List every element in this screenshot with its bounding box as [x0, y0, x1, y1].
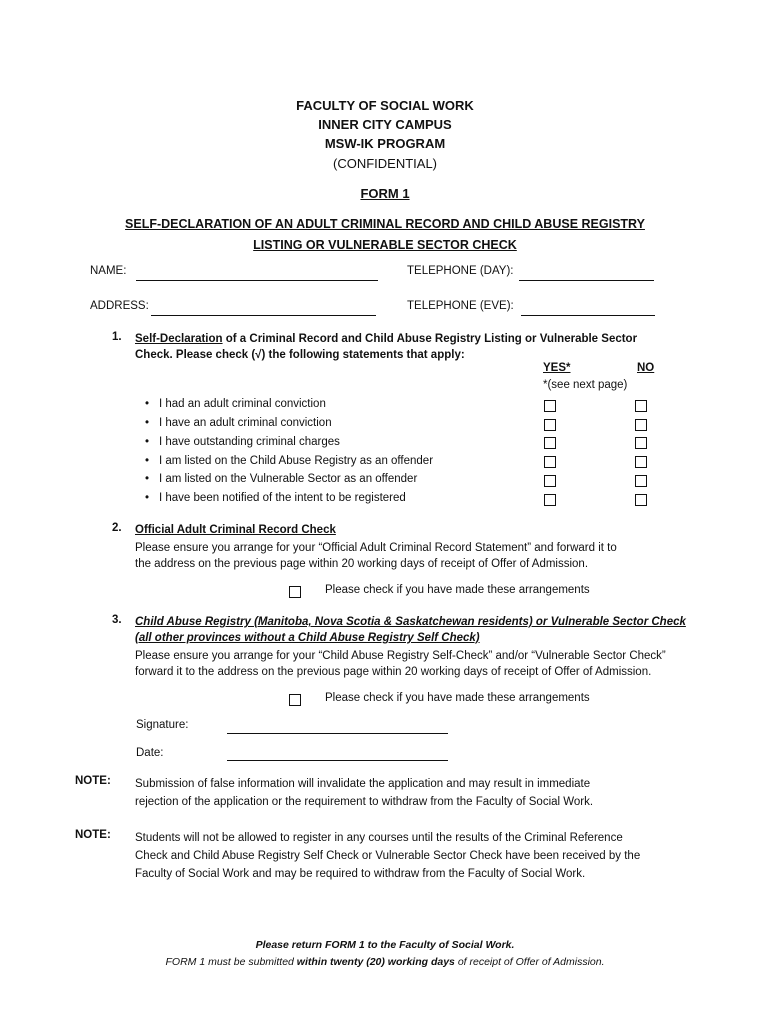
no-checkbox-3[interactable] — [635, 437, 647, 449]
section3-check-label: Please check if you have made these arrangements — [325, 692, 590, 704]
no-checkbox-6[interactable] — [635, 494, 647, 506]
section2-heading: Official Adult Criminal Record Check — [135, 524, 336, 536]
statement-item: • I had an adult criminal conviction — [145, 398, 326, 410]
section3-number: 3. — [112, 614, 122, 626]
section2-check-label: Please check if you have made these arrangements — [325, 584, 590, 596]
footer-return-instruction: Please return FORM 1 to the Faculty of Social Work. — [255, 939, 515, 951]
yes-checkbox-5[interactable] — [544, 475, 556, 487]
no-column-label: NO — [637, 362, 655, 374]
address-field[interactable] — [151, 315, 376, 316]
statement-item: • I have outstanding criminal charges — [145, 436, 340, 448]
telephone-eve-label: TELEPHONE (EVE): — [407, 300, 514, 312]
form-title-line2: LISTING OR VULNERABLE SECTOR CHECK — [253, 238, 517, 252]
note-2-line2: Check and Child Abuse Registry Self Check or Vulnerable Sector Check have been received by the — [135, 850, 641, 862]
yes-checkbox-2[interactable] — [544, 419, 556, 431]
address-label: ADDRESS: — [90, 300, 149, 312]
section2-number: 2. — [112, 522, 122, 534]
no-checkbox-2[interactable] — [635, 419, 647, 431]
footer-deadline — [0, 956, 770, 968]
date-field[interactable] — [227, 760, 448, 761]
section3-heading-line1: Child Abuse Registry (Manitoba, Nova Scotia & Saskatchewan residents) or Vulnerable Sector Check — [135, 616, 686, 628]
statement-item: • I have an adult criminal conviction — [145, 417, 332, 429]
section2-text-line2: the address on the previous page within 20 working days of receipt of Offer of Admission. — [135, 558, 589, 570]
section1-instruction: Check. Please check (√) the following statements that apply: — [135, 349, 465, 361]
note-text-1 — [135, 775, 715, 811]
no-checkbox-1[interactable] — [635, 400, 647, 412]
section1-intro — [135, 331, 695, 347]
telephone-day-field[interactable] — [519, 280, 654, 281]
name-label: NAME: — [90, 265, 127, 277]
note-2-line1: Students will not be allowed to register in any courses until the results of the Criminal Reference — [135, 832, 623, 844]
section2-text-line1: Please ensure you arrange for your “Official Adult Criminal Record Statement” and forward it to — [135, 542, 617, 554]
arrangements-checkbox-section2[interactable] — [289, 586, 301, 598]
no-checkbox-4[interactable] — [635, 456, 647, 468]
see-next-page-note: *(see next page) — [543, 379, 628, 391]
arrangements-checkbox-section3[interactable] — [289, 694, 301, 706]
signature-label: Signature: — [136, 719, 189, 731]
yes-checkbox-4[interactable] — [544, 456, 556, 468]
section1-heading: Self-Declaration — [135, 333, 223, 345]
yes-checkbox-3[interactable] — [544, 437, 556, 449]
section3-text-line1: Please ensure you arrange for your “Child Abuse Registry Self-Check” and/or “Vulnerable Sector Check” — [135, 650, 666, 662]
section3-heading-line2: (all other provinces without a Child Abuse Registry Self Check) — [135, 632, 480, 644]
section3-text-line2: forward it to the address on the previous page within 20 working days of receipt of Offer of Admission. — [135, 666, 652, 678]
yes-column-label: YES* — [543, 362, 571, 374]
section1-intro-text: of a Criminal Record and Child Abuse Registry Listing or Vulnerable Sector — [222, 333, 638, 345]
yes-checkbox-1[interactable] — [544, 400, 556, 412]
note-1-line1: Submission of false information will invalidate the application and may result in immediate — [135, 778, 591, 790]
no-checkbox-5[interactable] — [635, 475, 647, 487]
footer-deadline-a: FORM 1 must be submitted — [165, 956, 297, 968]
yes-checkbox-6[interactable] — [544, 494, 556, 506]
note-1-line2: rejection of the application or the requirement to withdraw from the Faculty of Social Work. — [135, 796, 594, 808]
name-field[interactable] — [136, 280, 378, 281]
program-heading: MSW-IK PROGRAM — [324, 136, 446, 151]
footer-deadline-b: within twenty (20) working days — [296, 956, 455, 968]
footer-deadline-c: of receipt of Offer of Admission. — [454, 956, 605, 968]
note-text-2 — [135, 829, 715, 883]
form-title-line1: SELF-DECLARATION OF AN ADULT CRIMINAL RECORD AND CHILD ABUSE REGISTRY — [125, 217, 645, 231]
telephone-eve-field[interactable] — [521, 315, 655, 316]
note-label-1: NOTE: — [75, 775, 111, 787]
statement-item: • I have been notified of the intent to be registered — [145, 492, 406, 504]
note-2-line3: Faculty of Social Work and may be required to withdraw from the Faculty of Social Work. — [135, 868, 586, 880]
statement-item: • I am listed on the Child Abuse Registry as an offender — [145, 455, 434, 467]
form-number: FORM 1 — [360, 186, 410, 201]
statement-item: • I am listed on the Vulnerable Sector as an offender — [145, 473, 418, 485]
campus-heading: INNER CITY CAMPUS — [318, 117, 452, 132]
note-label-2: NOTE: — [75, 829, 111, 841]
telephone-day-label: TELEPHONE (DAY): — [407, 265, 514, 277]
signature-field[interactable] — [227, 733, 448, 734]
section1-number: 1. — [112, 331, 122, 343]
date-label: Date: — [136, 747, 164, 759]
faculty-heading: FACULTY OF SOCIAL WORK — [296, 98, 474, 113]
confidential-label: (CONFIDENTIAL) — [333, 156, 437, 171]
